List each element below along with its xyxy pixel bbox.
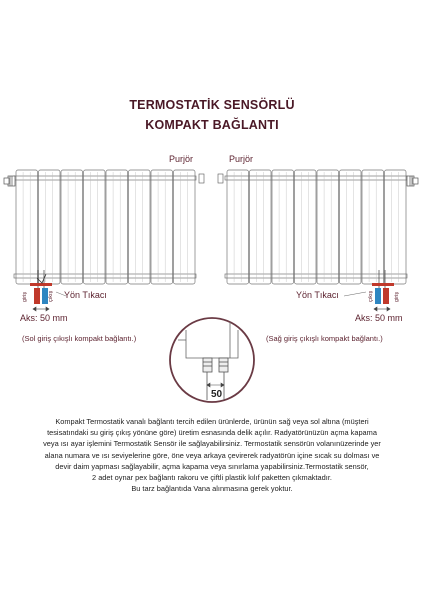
right-radiator-panel	[250, 170, 272, 284]
left-purjor-valve	[199, 174, 204, 183]
left-radiator-panel	[61, 170, 83, 284]
right-radiator-panel	[295, 170, 317, 284]
right-radiator	[225, 170, 407, 284]
right-caption: (Sağ giriş çıkışlı kompakt bağlantı.)	[266, 334, 383, 343]
left-aks-arrow	[33, 307, 49, 311]
left-radiator	[14, 170, 196, 284]
left-radiator-panel	[84, 170, 106, 284]
left-radiator-panel	[174, 170, 196, 284]
right-radiator-panel	[362, 170, 384, 284]
left-radiator-panel	[129, 170, 151, 284]
right-radiator-panel	[317, 170, 339, 284]
right-aks-label: Aks: 50 mm	[355, 313, 403, 323]
description-line: alana numara ve ısı seviyelerine göre, öne veya arkaya çevirerek radyatörün içine sıcak su dolması ve	[44, 450, 380, 460]
detail-dimension-label: 50	[211, 389, 223, 400]
right-giris-label: giriş	[394, 291, 400, 302]
left-caption: (Sol giriş çıkışlı kompakt bağlantı.)	[22, 334, 137, 343]
left-purjor-label: Purjör	[169, 154, 194, 164]
left-radiator-panel	[151, 170, 173, 284]
left-radiator-panel	[39, 170, 61, 284]
right-radiator-panel	[385, 170, 407, 284]
left-aks-label: Aks: 50 mm	[20, 313, 68, 323]
left-top-fitting	[4, 176, 15, 186]
description-line: veya ısı ayar işlemini Termostatik Sensör ile sağlayabilirsiniz. Termostatik sensörün volanınüzerinde yer	[43, 439, 381, 449]
description-line: 2 adet oynar pex bağlantı rakoru ve çiftli plastik kılıf paketten çıkmaktadır.	[92, 473, 332, 483]
left-giris-label: giriş	[22, 291, 28, 302]
description-line: tesisatındaki su giriş çıkış yönüne göre) üretim esnasında delik açılır. Radyatörünüzün açma kapama	[47, 428, 377, 438]
description-paragraph	[22, 416, 402, 494]
right-purjor-label: Purjör	[229, 154, 254, 164]
left-radiator-panel	[16, 170, 38, 284]
title-line-2: KOMPAKT BAĞLANTI	[145, 118, 279, 132]
title-line-1: TERMOSTATİK SENSÖRLÜ	[129, 98, 295, 112]
description-line: Kompakt Termostatik vanalı bağlantı tercih edilen ürünlerde, ürünün sağ veya sol altına (müşteri	[55, 417, 369, 426]
right-yon-tikaci-label: Yön Tıkacı	[296, 290, 339, 300]
right-purjor-valve	[218, 174, 223, 183]
right-radiator-panel	[340, 170, 362, 284]
left-cikis-label: çıkış	[48, 290, 54, 302]
description-line: devir daim yapması sağlayabilir, açma kapama veya sınırlama yapabilirsiniz.Termostatik sensör,	[55, 461, 369, 471]
right-cikis-label: çıkış	[368, 290, 374, 302]
right-radiator-panel	[272, 170, 294, 284]
right-top-fitting	[407, 176, 418, 186]
left-radiator-panel	[106, 170, 128, 284]
right-aks-arrow	[374, 307, 390, 311]
left-yon-tikaci-label: Yön Tıkacı	[64, 290, 107, 300]
right-radiator-panel	[227, 170, 249, 284]
description-line: Bu tarz bağlantıda Vana alınmasına gerek yoktur.	[131, 484, 293, 494]
